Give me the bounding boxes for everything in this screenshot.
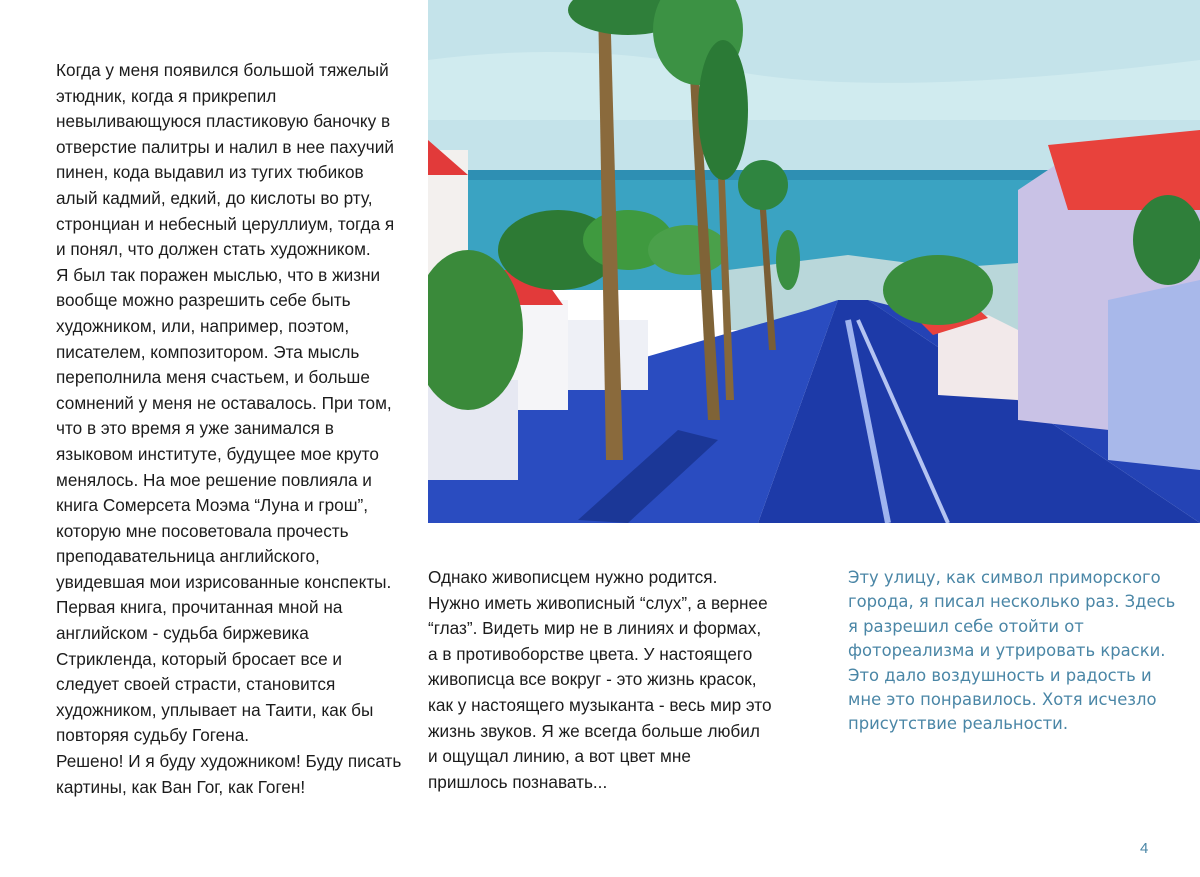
- paragraph: Когда у меня появился большой тяжелый этюдник, когда я прикрепил невыливающуюся пластиковую баночку в отверстие палитры и налил в нее пахучий пинен, кода выдавил из тугих тюбиков алый кадмий, едкий, до кислоты во рту, стронциан и небесный церуллиум, тогда я и понял, что должен стать художником.: [56, 60, 395, 260]
- paragraph: Однако живописцем нужно родится. Нужно иметь живописный “слух”, а вернее “глаз”. Видеть мир не в линиях и формах, а в противоборстве цвета. У настоящего живописца все вокруг - это жизнь красок, как у настоящего музыканта - весь мир это жизнь звуков. Я же всегда больше любил и ощущал линию, а вот цвет мне пришлось познавать...: [428, 567, 772, 792]
- image-caption: [848, 566, 1178, 737]
- caption-text: Эту улицу, как символ приморского города, я писал несколько раз. Здесь я разрешил себе отойти от фотореализма и утрировать краски. Это дало воздушность и радость и мне это понравилось. Хотя исчезло присутствие реальности.: [848, 568, 1176, 734]
- paragraph: Решено! И я буду художником! Буду писать картины, как Ван Гог, как Гоген!: [56, 751, 402, 797]
- left-text-column: [56, 58, 406, 800]
- paragraph: Я был так поражен мыслью, что в жизни вообще можно разрешить себе быть художником, или, например, поэтом, писателем, композитором. Эта мысль переполнила меня счастьем, и больше сомнений у меня не оставалось. При том, что в это время я уже занимался в языковом институте, будущее мое круто менялось. На мое решение повлияла и книга Сомерсета Моэма “Луна и грош”, которую мне посоветовала прочесть преподавательница английского, увидевшая мои изрисованные конспекты. Первая книга, прочитанная мной на английском - судьба биржевика Стрикленда, который бросает все и следует своей страсти, становится художником, уплывает на Таити, как бы повторяя судьбу Гогена.: [56, 264, 392, 746]
- street-painting-image: [428, 0, 1200, 523]
- middle-text-column: [428, 565, 773, 795]
- page-number: 4: [1140, 840, 1149, 857]
